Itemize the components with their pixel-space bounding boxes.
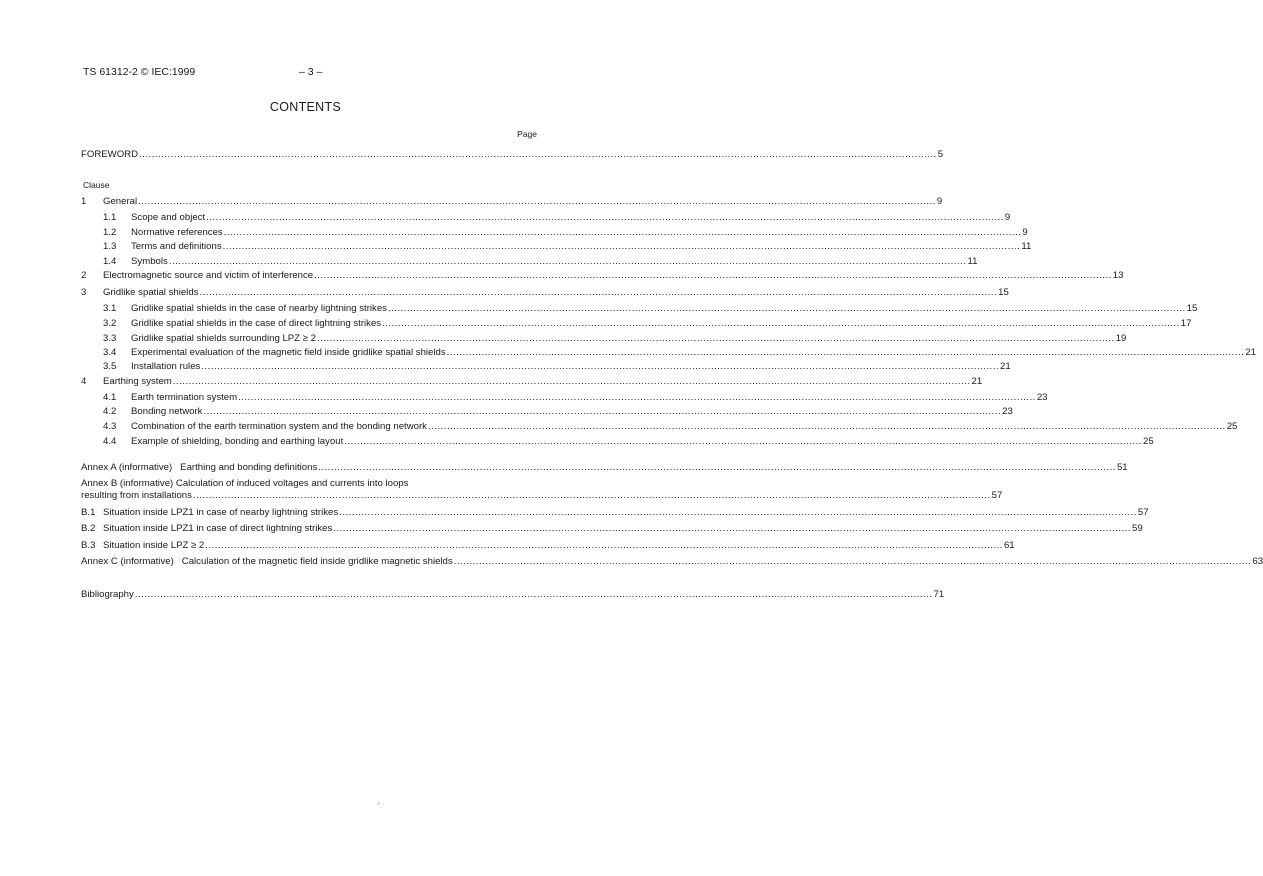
- toc-entry-b-1[interactable]: [81, 507, 1149, 519]
- leader-dots: [206, 212, 1004, 224]
- leader-dots: [318, 462, 1116, 474]
- toc-entry-number: 4.2: [103, 406, 117, 417]
- page-column-label: Page: [517, 129, 537, 139]
- toc-entry-page: 51: [1116, 462, 1128, 473]
- toc-entry-page: 25: [1142, 436, 1154, 447]
- toc-entry-title: Symbols: [131, 256, 168, 267]
- toc-entry-annex-b-line1[interactable]: Annex B (informative) Calculation of induced voltages and currents into loops: [81, 478, 409, 489]
- toc-entry-annex-a[interactable]: [81, 462, 1128, 474]
- toc-entry-title: Bibliography: [81, 589, 134, 600]
- toc-entry-foreword[interactable]: [81, 149, 944, 161]
- leader-dots: [135, 589, 933, 601]
- page-number: – 3 –: [299, 66, 323, 78]
- toc-entry-1-1[interactable]: [103, 212, 1011, 224]
- leader-dots: [193, 490, 991, 502]
- toc-entry-4-2[interactable]: [103, 406, 1013, 418]
- toc-entry-2[interactable]: [81, 270, 1124, 282]
- toc-entry-page: 23: [1002, 406, 1013, 417]
- toc-entry-title: Earth termination system: [131, 392, 238, 403]
- toc-entry-number: B.3: [81, 540, 96, 551]
- toc-entry-3-5[interactable]: [103, 361, 1011, 373]
- toc-entry-title: Normative references: [131, 227, 223, 238]
- toc-entry-bibliography[interactable]: [81, 589, 945, 601]
- toc-entry-3-3[interactable]: [103, 333, 1127, 345]
- toc-entry-number: 2: [81, 270, 87, 281]
- toc-entry-1-4[interactable]: [103, 256, 978, 268]
- toc-entry-title: Bonding network: [131, 406, 203, 417]
- toc-entry-page: 23: [1036, 392, 1048, 403]
- toc-entry-number: 3.5: [103, 361, 117, 372]
- toc-entry-number: 3.2: [103, 318, 117, 329]
- toc-entry-title: resulting from installations: [81, 490, 192, 501]
- toc-entry-title: Experimental evaluation of the magnetic field inside gridlike spatial shields: [131, 347, 446, 358]
- toc-entry-3[interactable]: [81, 287, 1009, 299]
- toc-entry-1-2[interactable]: [103, 227, 1028, 239]
- toc-entry-title: Terms and definitions: [131, 241, 222, 252]
- toc-entry-page: 71: [933, 589, 945, 600]
- toc-entry-1-3[interactable]: [103, 241, 1032, 253]
- leader-dots: [173, 376, 971, 388]
- leader-dots: [203, 406, 1001, 418]
- toc-entry-page: 63: [1252, 556, 1263, 567]
- toc-entry-page: 25: [1226, 421, 1238, 432]
- toc-entry-number: 4: [81, 376, 87, 387]
- toc-entry-1[interactable]: [81, 196, 943, 208]
- toc-entry-title: Installation rules: [131, 361, 201, 372]
- toc-entry-number: 4.1: [103, 392, 117, 403]
- leader-dots: [238, 392, 1036, 404]
- toc-entry-title: Gridlike spatial shields in the case of direct lightning strikes: [131, 318, 382, 329]
- toc-entry-4-3[interactable]: [103, 421, 1238, 433]
- toc-entry-title: Gridlike spatial shields surrounding LPZ ≥ 2: [131, 333, 316, 344]
- clause-label: Clause: [83, 180, 110, 190]
- toc-entry-page: 11: [967, 256, 978, 267]
- toc-entry-number: 4.3: [103, 421, 117, 432]
- toc-entry-page: 9: [1022, 227, 1028, 238]
- leader-dots: [339, 507, 1137, 519]
- toc-entry-title: Combination of the earth termination system and the bonding network: [131, 421, 427, 432]
- toc-entry-title: Gridlike spatial shields: [103, 287, 199, 298]
- leader-dots: [382, 318, 1180, 330]
- toc-entry-number: 4.4: [103, 436, 117, 447]
- leader-dots: [199, 287, 997, 299]
- toc-entry-page: 21: [1000, 361, 1011, 372]
- leader-dots: [333, 523, 1131, 535]
- toc-entry-page: 59: [1132, 523, 1143, 534]
- toc-entry-number: 1.4: [103, 256, 117, 267]
- leader-dots: [223, 241, 1021, 253]
- leader-dots: [205, 540, 1003, 552]
- toc-entry-4-1[interactable]: [103, 392, 1048, 404]
- toc-entry-number: B.2: [81, 523, 96, 534]
- toc-entry-title: Earthing system: [103, 376, 172, 387]
- toc-entry-annex-c[interactable]: [81, 556, 1263, 568]
- toc-entry-title: Situation inside LPZ1 in case of direct lightning strikes: [103, 523, 333, 534]
- page-header: [83, 66, 537, 80]
- toc-entry-title: Situation inside LPZ ≥ 2: [103, 540, 205, 551]
- toc-entry-b-3[interactable]: [81, 540, 1015, 552]
- toc-entry-page: 11: [1021, 241, 1032, 252]
- toc-entry-number: 1.1: [103, 212, 117, 223]
- leader-dots: [201, 361, 999, 373]
- toc-entry-page: 15: [1186, 303, 1198, 314]
- contents-title: CONTENTS: [269, 100, 342, 114]
- toc-entry-3-4[interactable]: [103, 347, 1257, 359]
- toc-entry-number: 3: [81, 287, 87, 298]
- leader-dots: [428, 421, 1226, 433]
- scan-speck: [378, 803, 379, 804]
- leader-dots: [224, 227, 1022, 239]
- leader-dots: [454, 556, 1252, 568]
- leader-dots: [317, 333, 1115, 345]
- leader-dots: [447, 347, 1245, 359]
- toc-entry-page: 21: [1245, 347, 1257, 358]
- leader-dots: [344, 436, 1142, 448]
- toc-entry-title: Annex A (informative) Earthing and bonding definitions: [81, 462, 318, 473]
- toc-entry-title: FOREWORD: [81, 149, 139, 160]
- toc-entry-title: Gridlike spatial shields in the case of nearby lightning strikes: [131, 303, 387, 314]
- leader-dots: [314, 270, 1112, 282]
- toc-entry-page: 19: [1115, 333, 1127, 344]
- leader-dots: [139, 149, 937, 161]
- document-reference: TS 61312-2 © IEC:1999: [83, 66, 196, 78]
- toc-entry-page: 17: [1180, 318, 1192, 329]
- leader-dots: [388, 303, 1186, 315]
- toc-entry-page: 15: [998, 287, 1009, 298]
- toc-entry-number: B.1: [81, 507, 96, 518]
- toc-entry-title: Electromagnetic source and victim of interference: [103, 270, 314, 281]
- toc-entry-number: 1.2: [103, 227, 117, 238]
- toc-entry-4-4[interactable]: [103, 436, 1154, 448]
- toc-entry-page: 61: [1003, 540, 1015, 551]
- toc-entry-title: General: [103, 196, 138, 207]
- toc-entry-page: 57: [991, 490, 1003, 501]
- toc-entry-title: Scope and object: [131, 212, 206, 223]
- toc-entry-3-2[interactable]: [103, 318, 1192, 330]
- toc-entry-number: 3.1: [103, 303, 117, 314]
- toc-entry-page: 9: [1004, 212, 1011, 223]
- toc-entry-page: 21: [971, 376, 983, 387]
- toc-entry-annex-b[interactable]: [81, 490, 1003, 502]
- toc-entry-number: 3.3: [103, 333, 117, 344]
- leader-dots: [138, 196, 936, 208]
- toc-entry-title: Situation inside LPZ1 in case of nearby lightning strikes: [103, 507, 339, 518]
- toc-entry-page: 57: [1137, 507, 1149, 518]
- toc-entry-title: Annex C (informative) Calculation of the magnetic field inside gridlike magnetic shields: [81, 556, 453, 567]
- toc-entry-b-2[interactable]: [81, 523, 1143, 535]
- toc-entry-number: 1: [81, 196, 87, 207]
- toc-entry-title: Example of shielding, bonding and earthing layout: [131, 436, 344, 447]
- toc-entry-page: 5: [937, 149, 944, 160]
- toc-entry-number: 3.4: [103, 347, 117, 358]
- toc-entry-3-1[interactable]: [103, 303, 1198, 315]
- toc-entry-page: 13: [1112, 270, 1124, 281]
- leader-dots: [169, 256, 967, 268]
- toc-entry-4[interactable]: [81, 376, 983, 388]
- toc-entry-number: 1.3: [103, 241, 117, 252]
- toc-entry-page: 9: [936, 196, 943, 207]
